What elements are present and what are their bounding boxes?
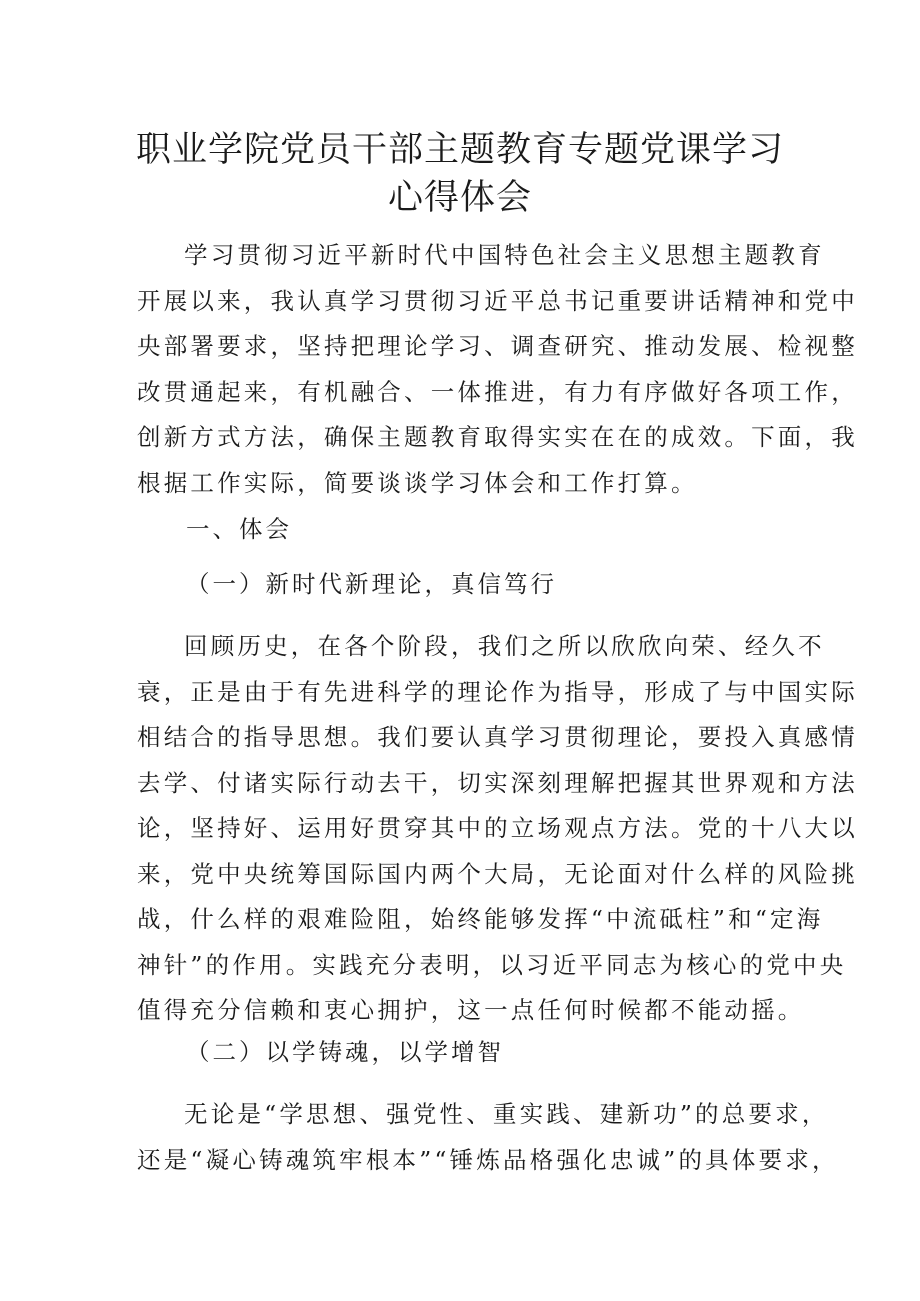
subsection-heading-2: （二）以学铸魂，以学增智 [186,1038,504,1066]
paragraph-line: 论，坚持好、运用好贯穿其中的立场观点方法。党的十八大以 [137,814,858,842]
intro-line: 开展以来，我认真学习贯彻习近平总书记重要讲话精神和党中 [137,286,858,315]
paragraph-line: 相结合的指导思想。我们要认真学习贯彻理论，要投入真感情 [137,723,858,751]
document-title-line-2: 心得体会 [387,178,532,218]
paragraph-line: 回顾历史，在各个阶段，我们之所以欣欣向荣、经久不 [184,632,825,660]
subsection-2-paragraph [137,1092,839,1183]
document-title-line-1: 职业学院党员干部主题教育专题党课学习 [135,130,784,170]
section-heading-1: 一、体会 [186,515,292,543]
paragraph-line: 还是“凝心铸魂筑牢根本”“锤炼品格强化忠诚”的具体要求， [137,1145,839,1174]
paragraph-line: 来，党中央统筹国际国内两个大局，无论面对什么样的风险挑 [137,859,858,888]
paragraph-line: 战，什么样的艰难险阻，始终能够发挥“中流砥柱”和“定海 [137,905,824,933]
paragraph-line: 无论是“学思想、强党性、重实践、建新功”的总要求， [184,1100,829,1128]
subsection-1-paragraph [137,624,858,1034]
paragraph-line: 去学、付诸实际行动去干，切实深刻理解把握其世界观和方法 [137,768,858,797]
intro-line: 根据工作实际，简要谈谈学习体会和工作打算。 [137,468,698,497]
intro-paragraph [137,233,858,506]
paragraph-line: 神针”的作用。实践充分表明，以习近平同志为核心的党中央 [137,950,847,979]
intro-line: 学习贯彻习近平新时代中国特色社会主义思想主题教育 [184,241,825,269]
subsection-heading-1: （一）新时代新理论，真信笃行 [186,570,557,598]
intro-line: 改贯通起来，有机融合、一体推进，有力有序做好各项工作， [137,377,858,406]
intro-line: 创新方式方法，确保主题教育取得实实在在的成效。下面，我 [137,423,858,451]
intro-line: 央部署要求，坚持把理论学习、调查研究、推动发展、检视整 [137,332,858,360]
paragraph-line: 值得充分信赖和衷心拥护，这一点任何时候都不能动摇。 [137,996,805,1024]
paragraph-line: 衰，正是由于有先进科学的理论作为指导，形成了与中国实际 [137,677,858,706]
